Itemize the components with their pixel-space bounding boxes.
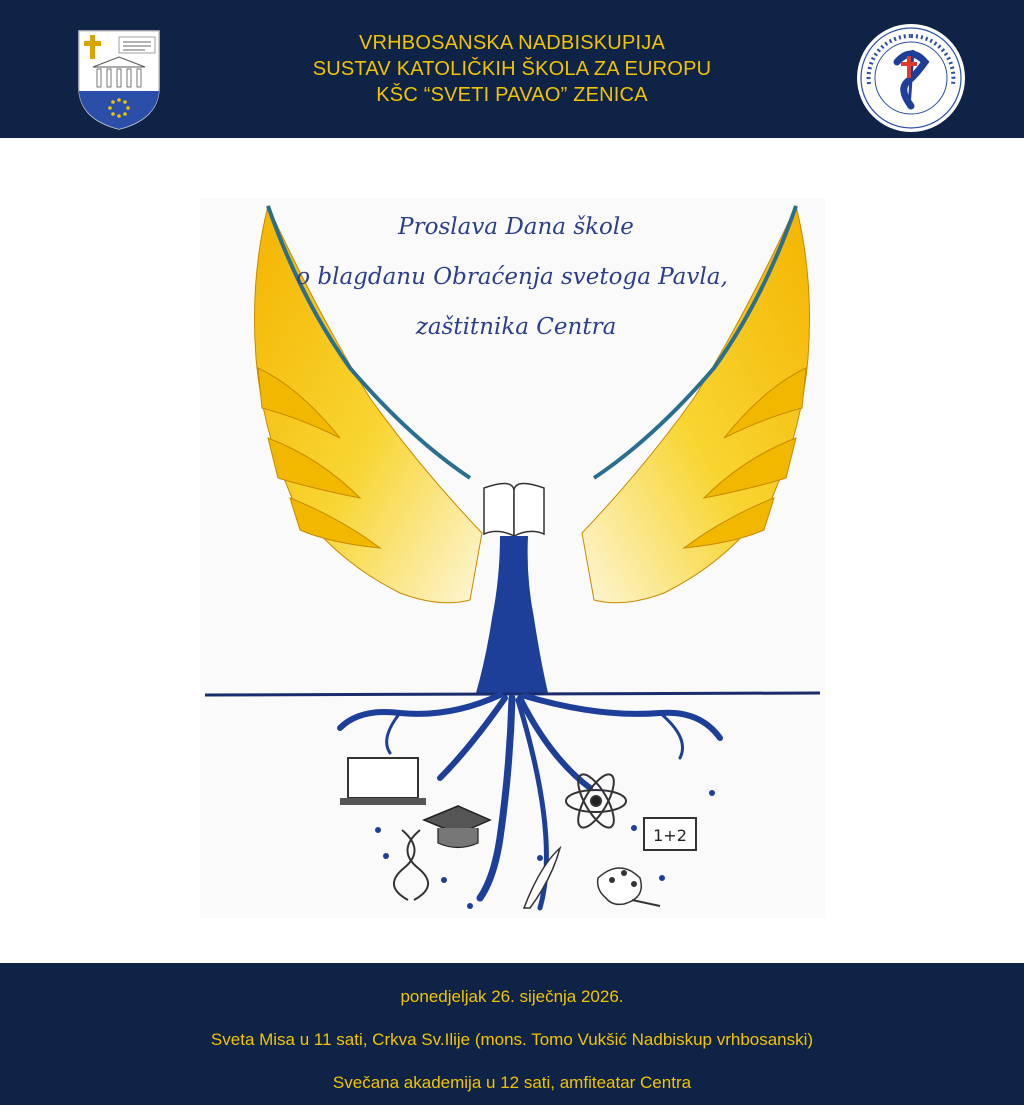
- artwork-title-line3: zaštitnika Centra: [415, 314, 617, 340]
- footer-banner: [0, 963, 1024, 1105]
- artwork-title-line2: o blagdanu Obraćenja svetoga Pavla,: [296, 264, 728, 290]
- wings-tree-artwork: [0, 138, 1024, 963]
- center-seal-icon: [855, 22, 967, 134]
- academy-info: Svečana akademija u 12 sati, amfiteatar Centra: [332, 1073, 692, 1092]
- artwork-title-line1: Proslava Dana škole: [398, 214, 634, 240]
- header-line-center: KŠC “SVETI PAVAO” ZENICA: [376, 84, 648, 106]
- math-card-label: 1+2: [653, 826, 687, 845]
- header-line-school-system: SUSTAV KATOLIČKIH ŠKOLA ZA EUROPU: [312, 58, 712, 80]
- laptop-icon: [340, 758, 426, 805]
- header-line-archdiocese: VRHBOSANSKA NADBISKUPIJA: [358, 32, 665, 54]
- open-book-icon: [484, 483, 544, 536]
- header-banner: [0, 0, 1024, 138]
- mass-info: Sveta Misa u 11 sati, Crkva Sv.Ilije (mons. Tomo Vukšić Nadbiskup vrhbosanski): [210, 1030, 814, 1049]
- math-card-icon: [644, 818, 696, 850]
- event-date: ponedjeljak 26. siječnja 2026.: [400, 987, 624, 1006]
